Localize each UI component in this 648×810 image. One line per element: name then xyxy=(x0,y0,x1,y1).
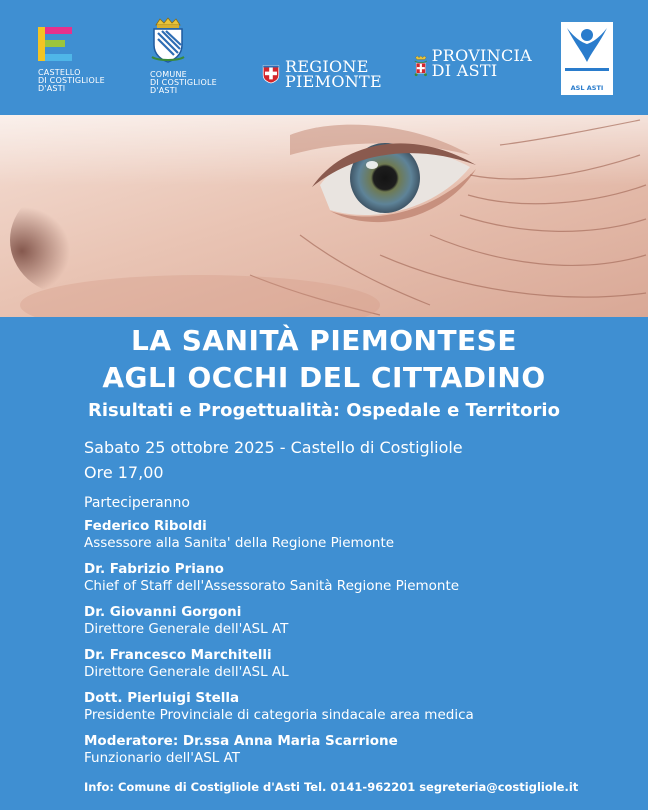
regione-line1: REGIONE xyxy=(284,57,369,76)
participants-list xyxy=(84,518,474,776)
asl-figure-icon xyxy=(561,22,613,82)
participant-name: Dott. Pierluigi Stella xyxy=(84,690,240,706)
participant-name: Dr. Fabrizio Priano xyxy=(84,561,224,577)
footer-info: Info: Comune di Costigliole d'Asti Tel. 0141-962201 segreteria@costigliole.it xyxy=(84,780,579,794)
comune-logo xyxy=(150,17,240,95)
comune-line1: COMUNE xyxy=(150,70,187,79)
provincia-line2: DI ASTI xyxy=(431,61,498,80)
regione-line2: PIEMONTE xyxy=(284,72,382,91)
participant xyxy=(84,518,474,552)
asl-logo xyxy=(561,22,613,95)
title-line1: LA SANITÀ PIEMONTESE xyxy=(131,324,517,357)
provincia-logo xyxy=(414,38,532,94)
castello-line3: D'ASTI xyxy=(38,84,66,93)
participant-role: Funzionario dell'ASL AT xyxy=(84,750,241,766)
castello-logo xyxy=(38,27,128,93)
title-line2: AGLI OCCHI DEL CITTADINO xyxy=(102,361,546,394)
eye-photo xyxy=(0,115,648,317)
participant xyxy=(84,604,474,638)
comune-crest-icon xyxy=(150,17,186,63)
castello-line1: CASTELLO xyxy=(38,68,81,77)
participant-name: Dr. Francesco Marchitelli xyxy=(84,647,272,663)
participant xyxy=(84,561,474,595)
participant-role: Direttore Generale dell'ASL AL xyxy=(84,664,289,680)
event-time: Ore 17,00 xyxy=(84,463,164,482)
subtitle: Risultati e Progettualità: Ospedale e Territorio xyxy=(88,400,560,421)
comune-line2: DI COSTIGLIOLE xyxy=(150,78,217,87)
participant xyxy=(84,647,474,681)
participant xyxy=(84,733,474,767)
participant-role: Assessore alla Sanita' della Regione Piemonte xyxy=(84,535,395,551)
event-date: Sabato 25 ottobre 2025 - Castello di Costigliole xyxy=(84,438,463,457)
provincia-line1: PROVINCIA xyxy=(431,46,532,65)
castello-line2: DI COSTIGLIOLE xyxy=(38,76,105,85)
regione-shield-icon xyxy=(262,58,280,90)
asl-label: ASL ASTI xyxy=(570,84,604,92)
participant xyxy=(84,690,474,724)
comune-line3: D'ASTI xyxy=(150,86,178,95)
regione-logo xyxy=(262,58,382,90)
participant-role: Chief of Staff dell'Assessorato Sanità Regione Piemonte xyxy=(84,578,460,594)
participant-role: Presidente Provinciale di categoria sindacale area medica xyxy=(84,707,474,723)
participants-heading: Parteciperanno xyxy=(84,495,190,511)
participant-name: Dr. Giovanni Gorgoni xyxy=(84,604,242,620)
logo-strip xyxy=(0,0,648,115)
participant-name: Federico Riboldi xyxy=(84,518,207,534)
provincia-crest-icon xyxy=(414,38,428,94)
participant-name: Moderatore: Dr.ssa Anna Maria Scarrione xyxy=(84,733,398,749)
participant-role: Direttore Generale dell'ASL AT xyxy=(84,621,289,637)
castello-e-icon xyxy=(38,27,72,61)
